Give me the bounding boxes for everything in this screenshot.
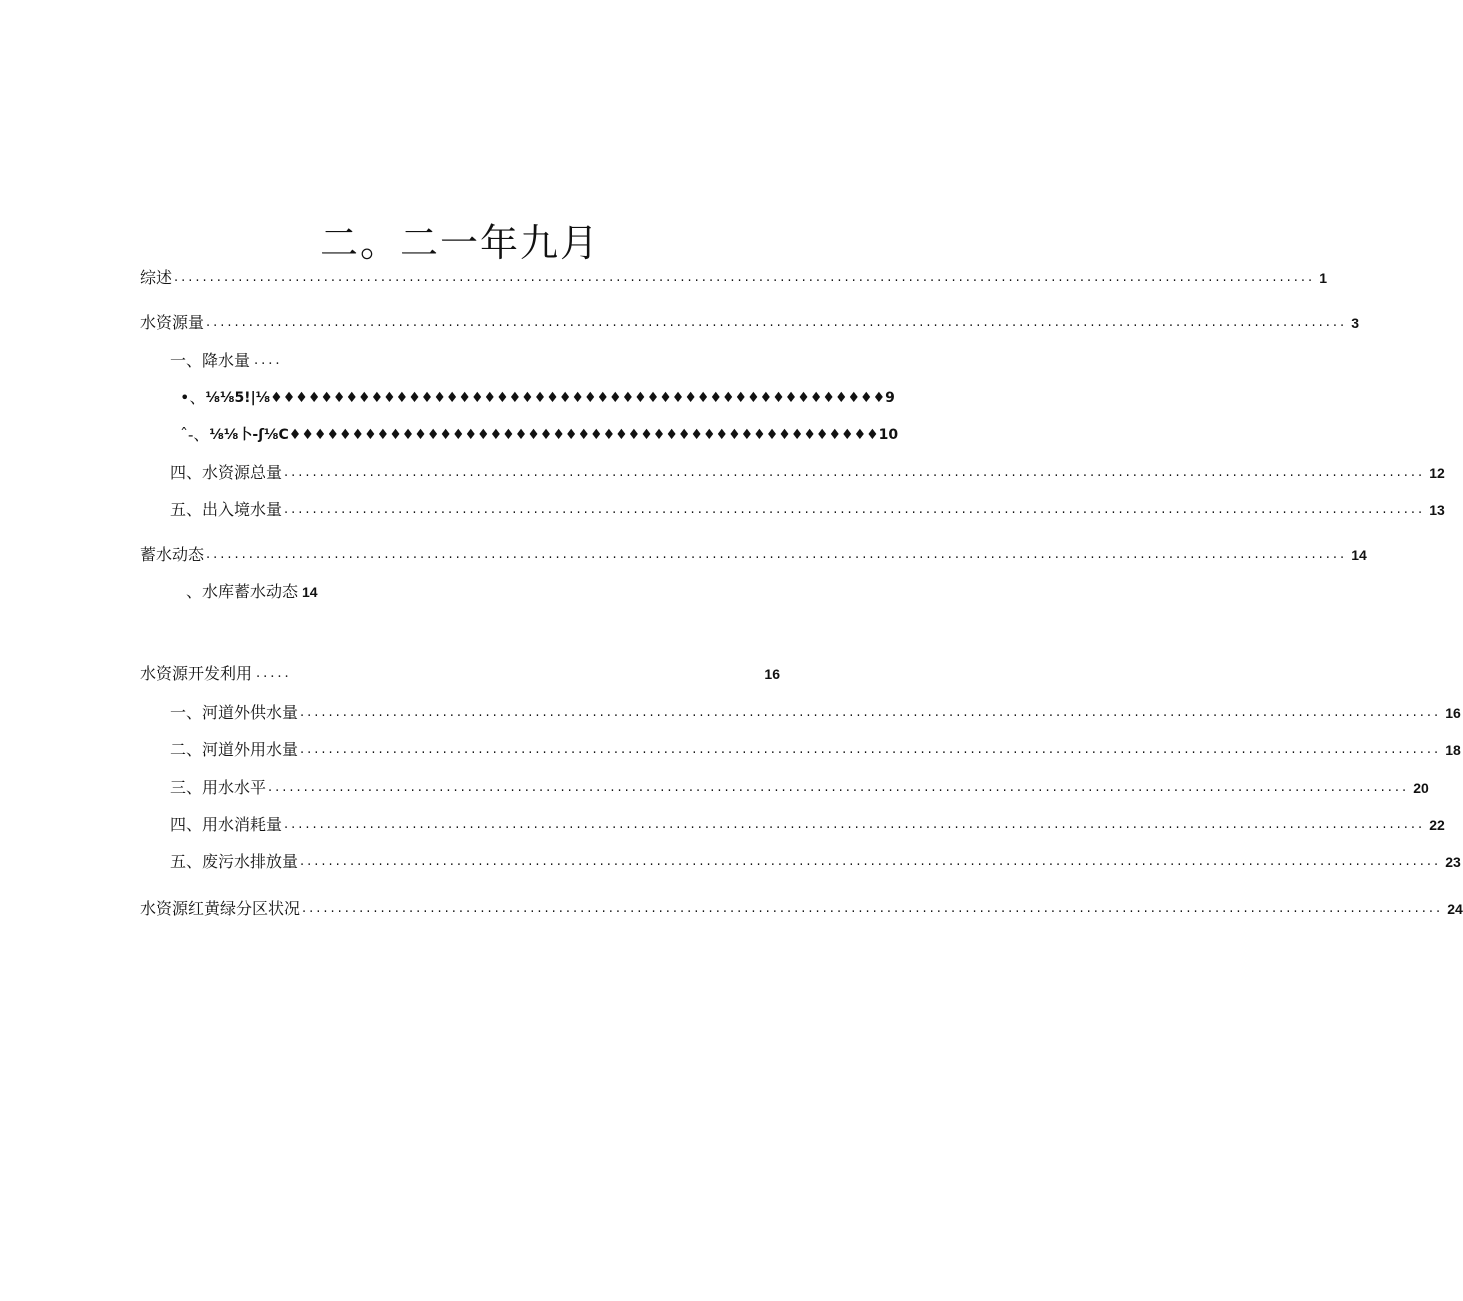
toc-page-number: 13: [1429, 502, 1445, 518]
dot-leader: ................................................................................................................................................................: [268, 780, 1410, 795]
dot-leader: ................................................................................................................................................................: [206, 547, 1348, 562]
toc-page-number: 16: [764, 666, 780, 682]
toc-entry-label: 综述: [140, 268, 173, 287]
toc-page-number: 20: [1413, 780, 1429, 796]
toc-entry-label: 五、废污水排放量: [170, 852, 299, 871]
toc-entry-label: 、水库蓄水动态: [186, 582, 299, 601]
toc-entry-label: 水资源量: [140, 313, 205, 332]
dot-leader: ................................................................................................................................................................: [300, 854, 1442, 869]
toc-entry-garbled-1[interactable]: [180, 386, 895, 410]
toc-entry-water-consumption[interactable]: [170, 813, 1445, 837]
toc-entry-label: 水资源开发利用: [140, 664, 253, 683]
toc-entry-precipitation[interactable]: [170, 349, 470, 373]
toc-entry-total-water[interactable]: [170, 461, 1445, 485]
toc-page-number: 12: [1429, 465, 1445, 481]
toc-page-number: 14: [1351, 547, 1367, 563]
toc-page-number: 1: [1319, 270, 1327, 286]
dot-leader: ................................................................................................................................................................: [174, 270, 1316, 285]
toc-entry-label: 水资源红黄绿分区状况: [140, 899, 301, 918]
dot-leader: .....: [256, 666, 292, 681]
toc-entry-label: •、: [180, 388, 206, 407]
toc-entry-overview[interactable]: [140, 266, 1327, 290]
dot-leader: ....: [254, 353, 283, 368]
dot-leader: ................................................................................................................................................................: [284, 465, 1426, 480]
toc-entry-water-resources[interactable]: [140, 311, 1359, 335]
toc-entry-garbled-text: ⅛⅛5!|⅛♦♦♦♦♦♦♦♦♦♦♦♦♦♦♦♦♦♦♦♦♦♦♦♦♦♦♦♦♦♦♦♦♦♦♦♦♦♦♦♦♦♦♦♦♦♦♦♦♦9: [205, 390, 895, 406]
toc-entry-wastewater-discharge[interactable]: [170, 850, 1461, 874]
toc-entry-label: 一、河道外供水量: [170, 703, 299, 722]
toc-entry-garbled-2[interactable]: [180, 423, 899, 447]
toc-page-number: 23: [1445, 854, 1461, 870]
toc-entry-label: ˆ-、: [180, 425, 210, 444]
dot-leader: ................................................................................................................................................................: [284, 502, 1426, 517]
toc-entry-offstream-use[interactable]: [170, 738, 1461, 762]
toc-entry-reservoir-storage[interactable]: [186, 580, 486, 604]
toc-entry-storage-dynamics[interactable]: [140, 543, 1367, 567]
toc-entry-garbled-text: ⅛⅛卜-ʃ⅛C♦♦♦♦♦♦♦♦♦♦♦♦♦♦♦♦♦♦♦♦♦♦♦♦♦♦♦♦♦♦♦♦♦♦♦♦♦♦♦♦♦♦♦♦♦♦♦10: [209, 427, 899, 443]
dot-leader: ................................................................................................................................................................: [206, 315, 1348, 330]
dot-leader: ................................................................................................................................................................: [300, 742, 1442, 757]
page-title: 二。二一年九月: [319, 221, 600, 265]
toc-entry-label: 蓄水动态: [140, 545, 205, 564]
toc-page-number: 24: [1447, 901, 1463, 917]
toc-entry-offstream-supply[interactable]: [170, 701, 1461, 725]
toc-page-number: 16: [1445, 705, 1461, 721]
dot-leader: ................................................................................................................................................................: [284, 817, 1426, 832]
toc-page-number: 22: [1429, 817, 1445, 833]
toc-entry-water-use-level[interactable]: [170, 776, 1429, 800]
toc-entry-label: 四、用水消耗量: [170, 815, 283, 834]
toc-entry-label: 五、出入境水量: [170, 500, 283, 519]
toc-page-number: 14: [302, 584, 318, 600]
toc-page-number: 18: [1445, 742, 1461, 758]
toc-entry-cross-border-water[interactable]: [170, 498, 1445, 522]
toc-page-number: 3: [1351, 315, 1359, 331]
dot-leader: ................................................................................................................................................................: [300, 705, 1442, 720]
toc-entry-development-utilization[interactable]: [140, 662, 780, 686]
toc-entry-label: 二、河道外用水量: [170, 740, 299, 759]
toc-entry-label: 四、水资源总量: [170, 463, 283, 482]
dot-leader: ................................................................................................................................................................: [302, 901, 1444, 916]
toc-entry-zoning-status[interactable]: [140, 897, 1463, 921]
toc-entry-label: 三、用水水平: [170, 778, 267, 797]
toc-entry-label: 一、降水量: [170, 351, 251, 370]
